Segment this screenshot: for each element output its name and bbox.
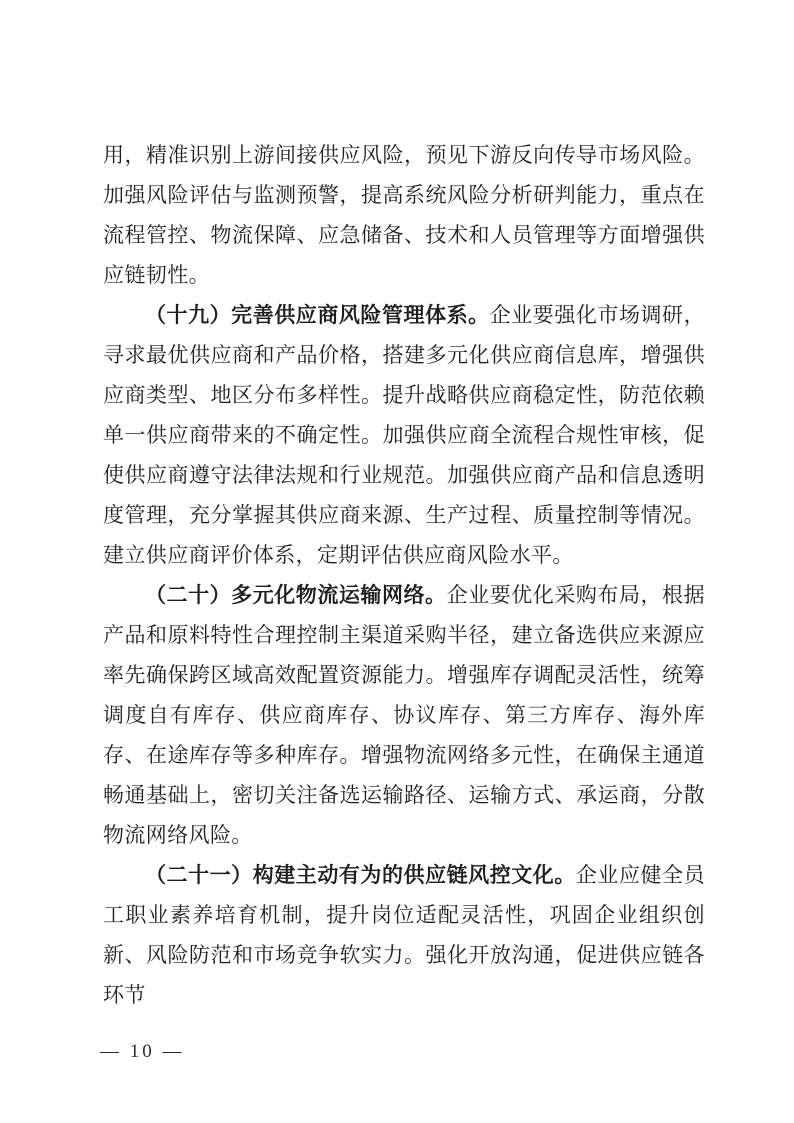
document-body [103,135,705,1015]
paragraph-item-21-text: 企业应健全员工职业素养培育机制，提升岗位适配灵活性，巩固企业组织创新、风险防范和市场竞争软实力。强化开放沟通，促进供应链各环节 [103,863,705,1007]
paragraph-item-20-text: 企业要优化采购布局，根据产品和原料特性合理控制主渠道采购半径，建立备选供应来源应率先确保跨区域高效配置资源能力。增强库存调配灵活性，统筹调度自有库存、供应商库存、协议库存、第三方库存、海外库存、在途库存等多种库存。增强物流网络多元性，在确保主通道畅通基础上，密切关注备选运输路径、运输方式、承运商，分散物流网络风险。 [103,583,705,847]
paragraph-item-19-heading: （十九）完善供应商风险管理体系。 [145,303,490,327]
paragraph-item-20 [103,575,705,855]
paragraph-continuation-text: 用，精准识别上游间接供应风险，预见下游反向传导市场风险。加强风险评估与监测预警，提高系统风险分析研判能力，重点在流程管控、物流保障、应急储备、技术和人员管理等方面增强供应链韧性。 [103,143,705,287]
paragraph-continuation [103,135,705,295]
paragraph-item-21 [103,855,705,1015]
paragraph-item-20-heading: （二十）多元化物流运输网络。 [145,583,447,607]
paragraph-item-19 [103,295,705,575]
paragraph-item-21-heading: （二十一）构建主动有为的供应链风控文化。 [145,863,576,887]
paragraph-item-19-text: 企业要强化市场调研，寻求最优供应商和产品价格，搭建多元化供应商信息库，增强供应商类型、地区分布多样性。提升战略供应商稳定性，防范依赖单一供应商带来的不确定性。加强供应商全流程合规性审核，促使供应商遵守法律法规和行业规范。加强供应商产品和信息透明度管理，充分掌握其供应商来源、生产过程、质量控制等情况。建立供应商评价体系，定期评估供应商风险水平。 [103,303,705,567]
page-number: — 10 — [100,1041,185,1062]
